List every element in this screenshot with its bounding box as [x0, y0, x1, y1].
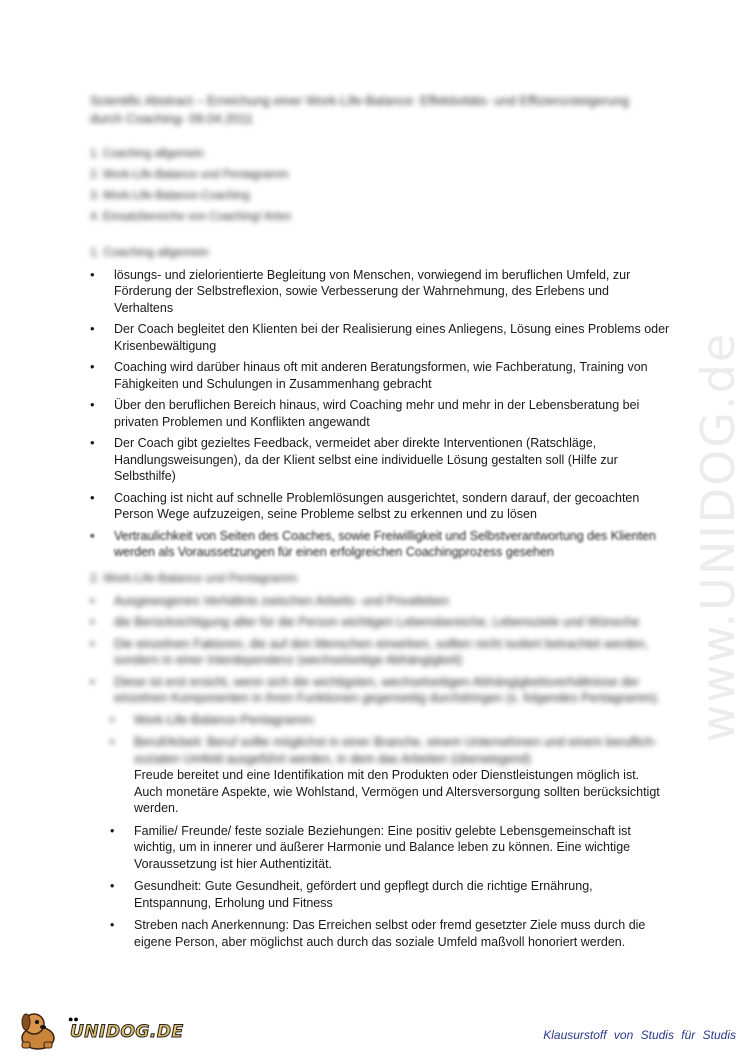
- section-heading: 2. Work-Life-Balance und Pentagramm: [90, 571, 298, 585]
- list-item: • Streben nach Anerkennung: Das Erreichen selbst oder fremd gesetzter Ziele muss durch die eigene Person, aber möglichst auch durch das soziale Umfeld maßvoll honoriert werden.: [110, 918, 646, 949]
- list-item: • Beruf/Arbeit: Beruf sollte möglichst in einer Branche, einem Unternehmen und einem beruflich-sozialen Umfeld ausgeführt werden, in dem das Arbeiten (überwiegend) Freude bereitet und eine Identifikation mit den Produkten oder Dienstleistungen möglich ist. Auch monetäre Aspekte, wie Wohlstand, Vermögen und Altersversorgung sollten berücksichtigt werden.: [110, 735, 660, 815]
- list-item: • lösungs- und zielorientierte Begleitung von Menschen, vorwiegend im beruflichen Umfeld, zur Förderung der Selbstreflexion, sowie Verbesserung der Wahrnehmung, des Erlebens und Verhaltens: [90, 266, 631, 315]
- logo-text: UNIDOG.DE: [70, 1022, 184, 1042]
- list-item: • Die einzelnen Faktoren, die auf den Menschen einwirken, sollten nicht isoliert betrachtet werden, sondern in einer Interdependenz (wechselseitige Abhängigkeit): [90, 635, 649, 667]
- section-coaching: [90, 244, 670, 566]
- paw-icon: ●●: [68, 1014, 79, 1024]
- section-work-life-balance: [90, 570, 670, 956]
- toc-item: 4. Einsatzbereiche von Coaching/ Arten: [90, 211, 292, 223]
- bullet-list: [90, 593, 670, 707]
- list-item: • die Berücksichtigung aller für die Person wichtigen Lebensbereiche, Lebensziele und Wünsche: [90, 614, 640, 629]
- list-item: • Ausgewogenes Verhältnis zwischen Arbeits- und Privatleben: [90, 592, 449, 608]
- document-title: Scientific Abstract – Erreichung einer Work-Life-Balance: Effektivitäts- und Effizienzsteigerung durch Coaching- 09.04.2011: [90, 93, 630, 126]
- toc-item: 2. Work-Life-Balance und Pentagramm: [90, 169, 289, 181]
- section-heading: 1. Coaching allgemein: [90, 245, 209, 259]
- bullet-list: [90, 267, 670, 561]
- list-item: • Work-Life-Balance-Pentagramm:: [110, 712, 316, 727]
- table-of-contents: [90, 144, 291, 228]
- list-item: • Vertraulichkeit von Seiten des Coaches, sowie Freiwilligkeit und Selbstverantwortung des Klienten werden als Voraussetzungen für einen erfolgreichen Coachingprozess gesehen: [90, 527, 656, 559]
- dog-mascot-icon: [14, 1008, 64, 1052]
- toc-item: 3. Work-Life-Balance-Coaching: [90, 190, 250, 202]
- pentagram-list: [90, 712, 670, 951]
- footer-slogan: Klausurstoff von Studis für Studis: [543, 1028, 736, 1042]
- unidog-logo: [14, 1008, 184, 1052]
- list-item: • Über den beruflichen Bereich hinaus, wird Coaching mehr und mehr in der Lebensberatung bei privaten Problemen und Konflikten angewandt: [90, 397, 640, 429]
- list-item: • Coaching ist nicht auf schnelle Problemlösungen ausgerichtet, sondern darauf, der gecoachten Person Wege aufzuzeigen, seine Probleme selbst zu erkennen und zu lösen: [90, 489, 640, 521]
- toc-item: 1. Coaching allgemein: [90, 148, 204, 160]
- list-item: • Der Coach begleitet den Klienten bei der Realisierung eines Anliegens, Lösung eines Problems oder Krisenbewältigung: [90, 321, 670, 353]
- list-item: • Familie/ Freunde/ feste soziale Beziehungen: Eine positiv gelebte Lebensgemeinschaft ist wichtig, um in innerer und äußerer Harmonie und Balance leben zu können. Eine wichtige Voraussetzung ist hier Authentizität.: [110, 823, 631, 871]
- list-item: • Der Coach gibt gezieltes Feedback, vermeidet aber direkte Interventionen (Ratschläge, Handlungsweisungen), da der Klient selbst eine individuelle Lösung gestalten soll (Hilfe zur Selbsthilfe): [90, 435, 618, 483]
- list-item: • Diese ist erst ersicht, wenn sich die wichtigsten, wechselseitigen Abhängigkeitsverhältnisse der einzelnen Komponenten in ihren Funktionen gegenseitig durchdringen (s. folgendes Pentagramm).: [90, 673, 661, 705]
- list-item: • Coaching wird darüber hinaus oft mit anderen Beratungsformen, wie Fachberatung, Training von Fähigkeiten und Schulungen in Zusammenhang gebracht: [90, 359, 648, 391]
- list-item: • Gesundheit: Gute Gesundheit, gefördert und gepflegt durch die richtige Ernährung, Entspannung, Erholung und Fitness: [110, 879, 593, 910]
- watermark: www.UNIDOG.de: [691, 331, 745, 743]
